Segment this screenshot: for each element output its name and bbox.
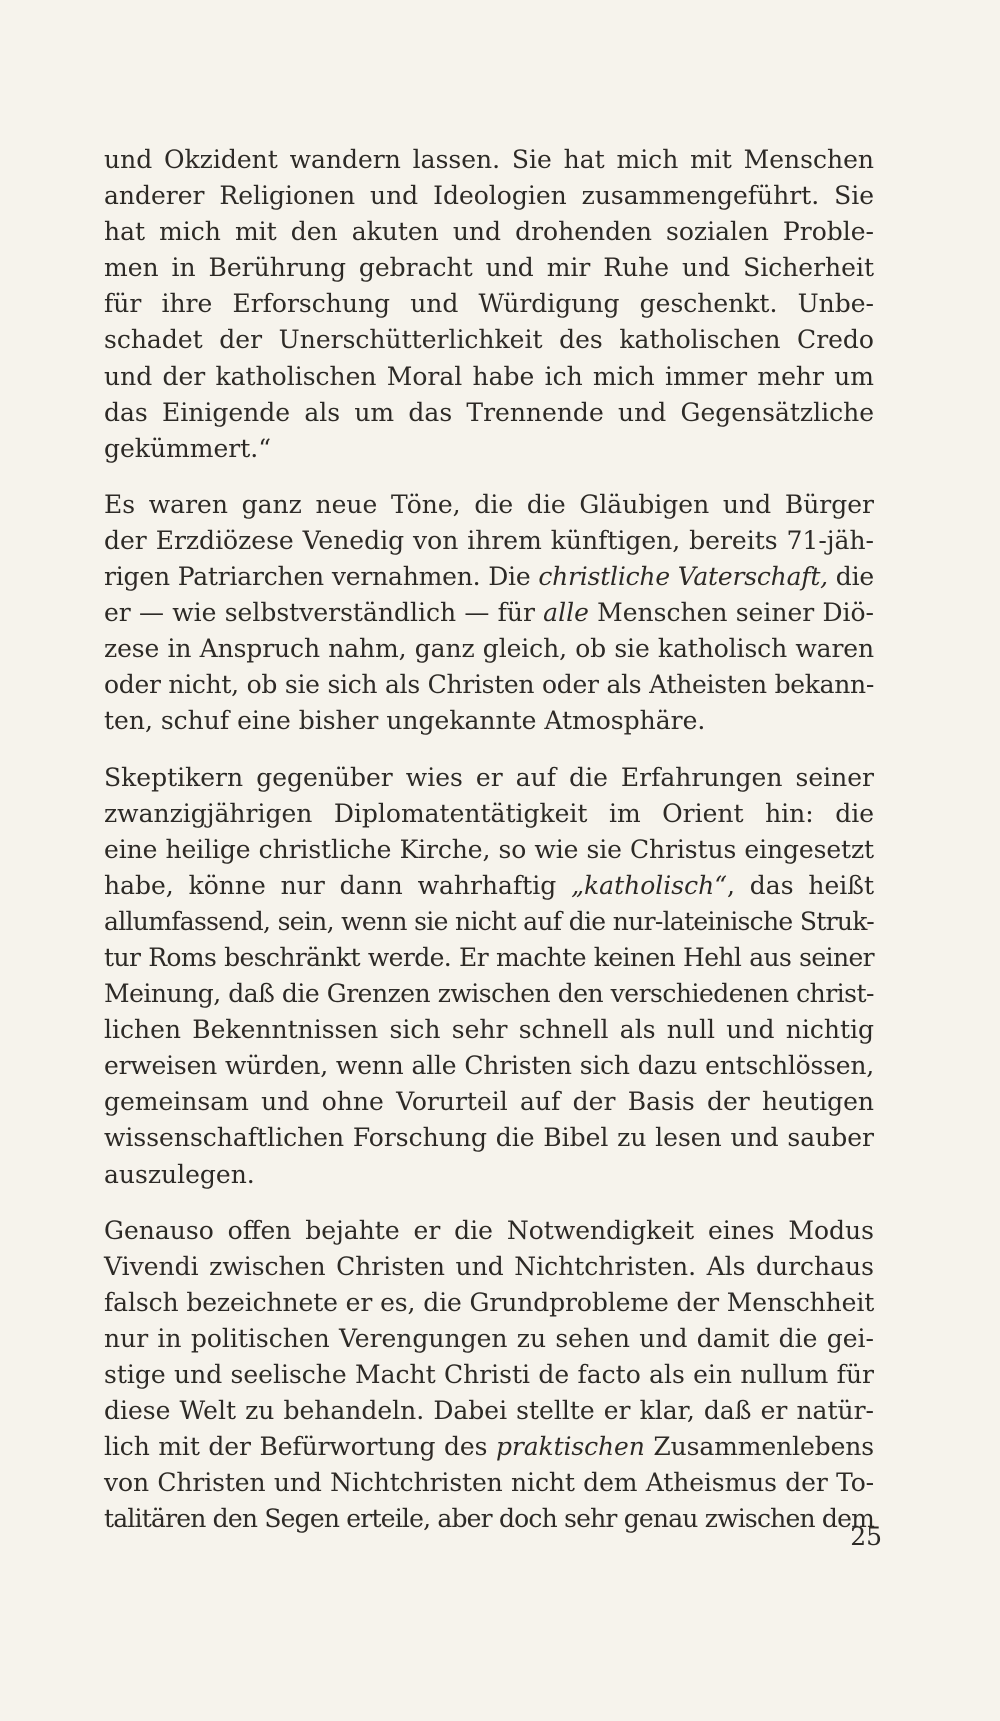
italic-text: christliche Vaterschaft, — [538, 562, 828, 592]
text-segment: falsch bezeichnete er es, die Grundprobleme der Menschheit — [104, 1287, 875, 1317]
body-text — [104, 142, 874, 1537]
paragraph — [104, 142, 874, 467]
text-line — [104, 395, 874, 431]
paragraph-gap — [104, 740, 874, 760]
text-line — [104, 667, 874, 703]
text-segment: habe, könne nur dann wahrhaftig — [104, 870, 572, 900]
text-segment: lich mit der Befürwortung des — [104, 1432, 496, 1462]
text-segment: , das heißt — [727, 870, 875, 900]
text-line — [104, 559, 874, 595]
paragraph — [104, 487, 874, 740]
text-segment: oder nicht, ob sie sich als Christen oder als Atheisten bekann- — [104, 670, 874, 700]
text-line — [104, 1120, 874, 1156]
paragraph-gap — [104, 467, 874, 487]
text-segment: er — wie selbstverständlich — für — [104, 598, 544, 628]
text-line — [104, 1157, 874, 1193]
text-line — [104, 322, 874, 358]
text-segment: von Christen und Nichtchristen nicht dem Atheismus der To- — [104, 1468, 874, 1498]
text-segment: auszulegen. — [104, 1159, 255, 1189]
text-segment: und Okzident wandern lassen. Sie hat mich mit Menschen — [104, 145, 874, 174]
text-segment: Genauso offen bejahte er die Notwendigkeit eines Modus — [104, 1215, 874, 1245]
page-number: 25 — [850, 1522, 882, 1551]
text-line — [104, 832, 874, 868]
text-segment: erweisen würden, wenn alle Christen sich dazu entschlössen, — [104, 1051, 874, 1081]
text-segment: Meinung, daß die Grenzen zwischen den verschiedenen christ- — [104, 979, 874, 1009]
text-segment: eine heilige christliche Kirche, so wie sie Christus eingesetzt — [104, 834, 874, 864]
text-line — [104, 1213, 874, 1249]
text-line — [104, 760, 874, 796]
paragraph — [104, 1213, 874, 1538]
text-line — [104, 250, 874, 286]
text-line — [104, 487, 874, 523]
text-segment: diese Welt zu behandeln. Dabei stellte er klar, daß er natür- — [104, 1396, 874, 1426]
text-segment: der Erzdiözese Venedig von ihrem künftigen, bereits 71-jäh- — [104, 525, 874, 555]
text-line — [104, 142, 874, 178]
text-line — [104, 1084, 874, 1120]
text-line — [104, 286, 874, 322]
text-segment: und der katholischen Moral habe ich mich immer mehr um — [104, 361, 874, 391]
text-segment: gemeinsam und ohne Vorurteil auf der Basis der heutigen — [104, 1087, 874, 1117]
text-segment: rigen Patriarchen vernahmen. Die — [104, 562, 539, 592]
text-segment: Zusammenlebens — [644, 1432, 875, 1462]
text-line — [104, 940, 874, 976]
text-line — [104, 1048, 874, 1084]
text-line — [104, 703, 874, 739]
text-segment: hat mich mit den akuten und drohenden sozialen Proble- — [104, 217, 874, 247]
text-line — [104, 523, 874, 559]
text-segment: wissenschaftlichen Forschung die Bibel zu lesen und sauber — [104, 1123, 874, 1153]
text-line — [104, 431, 874, 467]
text-segment: zese in Anspruch nahm, ganz gleich, ob sie katholisch waren — [104, 634, 874, 664]
text-segment: Menschen seiner Diö- — [588, 598, 874, 628]
text-segment: schadet der Unerschütterlichkeit des katholischen Credo — [104, 325, 874, 355]
text-line — [104, 1321, 874, 1357]
text-line — [104, 868, 874, 904]
text-line — [104, 1465, 874, 1501]
text-line — [104, 1393, 874, 1429]
text-segment: gekümmert.“ — [104, 433, 271, 463]
text-line — [104, 214, 874, 250]
text-segment: das Einigende als um das Trennende und Gegensätzliche — [104, 397, 874, 427]
text-line — [104, 359, 874, 395]
text-segment: nur in politischen Verengungen zu sehen und damit die gei- — [104, 1323, 874, 1353]
text-segment: Skeptikern gegenüber wies er auf die Erfahrungen seiner — [104, 762, 874, 792]
text-segment: die — [827, 562, 874, 592]
text-line — [104, 1357, 874, 1393]
text-line — [104, 976, 874, 1012]
paragraph — [104, 760, 874, 1193]
text-line — [104, 1285, 874, 1321]
text-line — [104, 1249, 874, 1285]
text-line — [104, 1012, 874, 1048]
text-line — [104, 1501, 874, 1537]
text-line — [104, 796, 874, 832]
italic-text: „katholisch“ — [571, 870, 727, 900]
text-segment: Es waren ganz neue Töne, die die Gläubigen und Bürger — [104, 489, 874, 519]
text-segment: lichen Bekenntnissen sich sehr schnell als null und nichtig — [104, 1015, 874, 1045]
text-segment: stige und seelische Macht Christi de facto als ein nullum für — [104, 1360, 874, 1389]
italic-text: alle — [543, 598, 589, 628]
text-line — [104, 631, 874, 667]
text-segment: für ihre Erforschung und Würdigung geschenkt. Unbe- — [104, 289, 874, 319]
text-segment: ten, schuf eine bisher ungekannte Atmosphäre. — [104, 706, 706, 736]
text-segment: tur Roms beschränkt werde. Er machte keinen Hehl aus seiner — [104, 942, 874, 972]
text-segment: allumfassend, sein, wenn sie nicht auf die nur-lateinische Struk- — [104, 906, 874, 936]
text-segment: Vivendi zwischen Christen und Nichtchristen. Als durchaus — [104, 1251, 874, 1281]
text-segment: zwanzigjährigen Diplomatentätigkeit im Orient hin: die — [104, 798, 874, 828]
text-line — [104, 595, 874, 631]
text-segment: men in Berührung gebracht und mir Ruhe und Sicherheit — [104, 253, 874, 283]
paragraph-gap — [104, 1193, 874, 1213]
text-segment: talitären den Segen erteile, aber doch sehr genau zwischen dem — [104, 1504, 874, 1534]
text-line — [104, 178, 874, 214]
text-segment: anderer Religionen und Ideologien zusammengeführt. Sie — [104, 181, 874, 211]
text-line — [104, 1429, 874, 1465]
italic-text: praktischen — [495, 1432, 645, 1462]
text-line — [104, 904, 874, 940]
